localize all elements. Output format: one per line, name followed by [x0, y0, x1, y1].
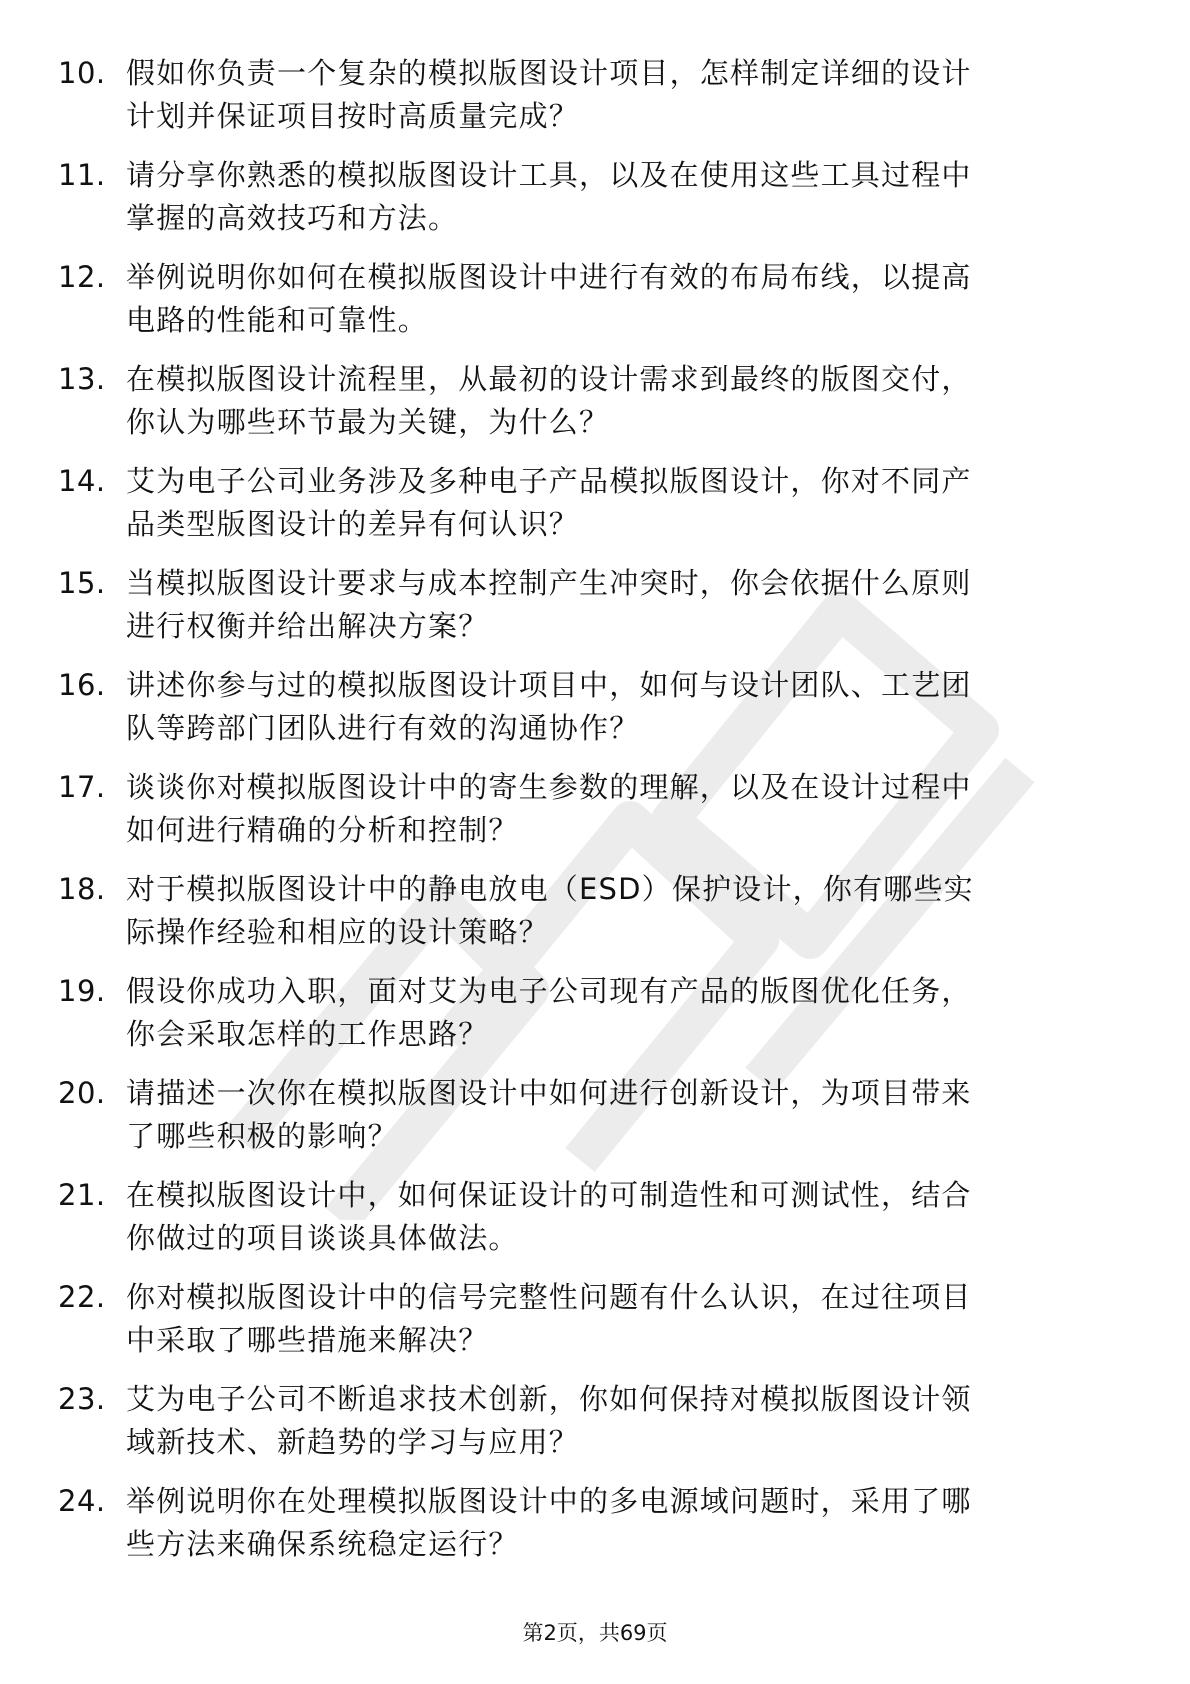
list-item — [58, 1072, 1138, 1174]
question-list — [58, 52, 1138, 1582]
question-text: 在模拟版图设计流程里，从最初的设计需求到最终的版图交付， 你认为哪些环节最为关键，为什么？ — [126, 362, 972, 439]
list-item — [58, 358, 1138, 460]
list-item — [58, 256, 1138, 358]
question-number: 11. — [58, 158, 106, 192]
question-number: 23. — [58, 1382, 106, 1416]
question-text: 你对模拟版图设计中的信号完整性问题有什么认识，在过往项目 中采取了哪些措施来解决？ — [126, 1280, 972, 1357]
question-number: 20. — [58, 1076, 106, 1110]
list-item — [58, 970, 1138, 1072]
question-text: 举例说明你在处理模拟版图设计中的多电源域问题时，采用了哪 些方法来确保系统稳定运行？ — [126, 1484, 972, 1561]
list-item — [58, 1276, 1138, 1378]
question-number: 19. — [58, 974, 106, 1008]
page-footer: 第2页，共69页 — [522, 1621, 668, 1645]
question-text: 请描述一次你在模拟版图设计中如何进行创新设计，为项目带来 了哪些积极的影响？ — [126, 1076, 972, 1153]
question-number: 15. — [58, 566, 106, 600]
question-number: 14. — [58, 464, 106, 498]
question-number: 18. — [58, 872, 106, 906]
list-item — [58, 1480, 1138, 1582]
question-number: 22. — [58, 1280, 106, 1314]
question-text: 请分享你熟悉的模拟版图设计工具，以及在使用这些工具过程中 掌握的高效技巧和方法。 — [126, 158, 972, 235]
question-text: 在模拟版图设计中，如何保证设计的可制造性和可测试性，结合 你做过的项目谈谈具体做法。 — [126, 1178, 972, 1255]
question-text: 艾为电子公司不断追求技术创新，你如何保持对模拟版图设计领 域新技术、新趋势的学习与应用？ — [126, 1382, 972, 1459]
list-item — [58, 562, 1138, 664]
list-item — [58, 1378, 1138, 1480]
question-number: 10. — [58, 56, 106, 90]
question-text: 艾为电子公司业务涉及多种电子产品模拟版图设计，你对不同产 品类型版图设计的差异有何认识？ — [126, 464, 972, 541]
list-item — [58, 766, 1138, 868]
question-text: 举例说明你如何在模拟版图设计中进行有效的布局布线，以提高 电路的性能和可靠性。 — [126, 260, 972, 337]
question-number: 16. — [58, 668, 106, 702]
question-number: 12. — [58, 260, 106, 294]
list-item — [58, 460, 1138, 562]
list-item — [58, 1174, 1138, 1276]
question-text: 对于模拟版图设计中的静电放电（ESD）保护设计，你有哪些实 际操作经验和相应的设计策略？ — [126, 872, 974, 949]
question-text: 假如你负责一个复杂的模拟版图设计项目，怎样制定详细的设计 计划并保证项目按时高质量完成？ — [126, 56, 972, 133]
list-item — [58, 664, 1138, 766]
question-text: 谈谈你对模拟版图设计中的寄生参数的理解，以及在设计过程中 如何进行精确的分析和控制？ — [126, 770, 972, 847]
list-item — [58, 154, 1138, 256]
list-item — [58, 52, 1138, 154]
question-number: 17. — [58, 770, 106, 804]
question-number: 13. — [58, 362, 106, 396]
question-text: 假设你成功入职，面对艾为电子公司现有产品的版图优化任务， 你会采取怎样的工作思路？ — [126, 974, 972, 1051]
question-text: 当模拟版图设计要求与成本控制产生冲突时，你会依据什么原则 进行权衡并给出解决方案？ — [126, 566, 972, 643]
question-text: 讲述你参与过的模拟版图设计项目中，如何与设计团队、工艺团 队等跨部门团队进行有效的沟通协作？ — [126, 668, 972, 745]
question-number: 21. — [58, 1178, 106, 1212]
question-number: 24. — [58, 1484, 106, 1518]
list-item — [58, 868, 1138, 970]
